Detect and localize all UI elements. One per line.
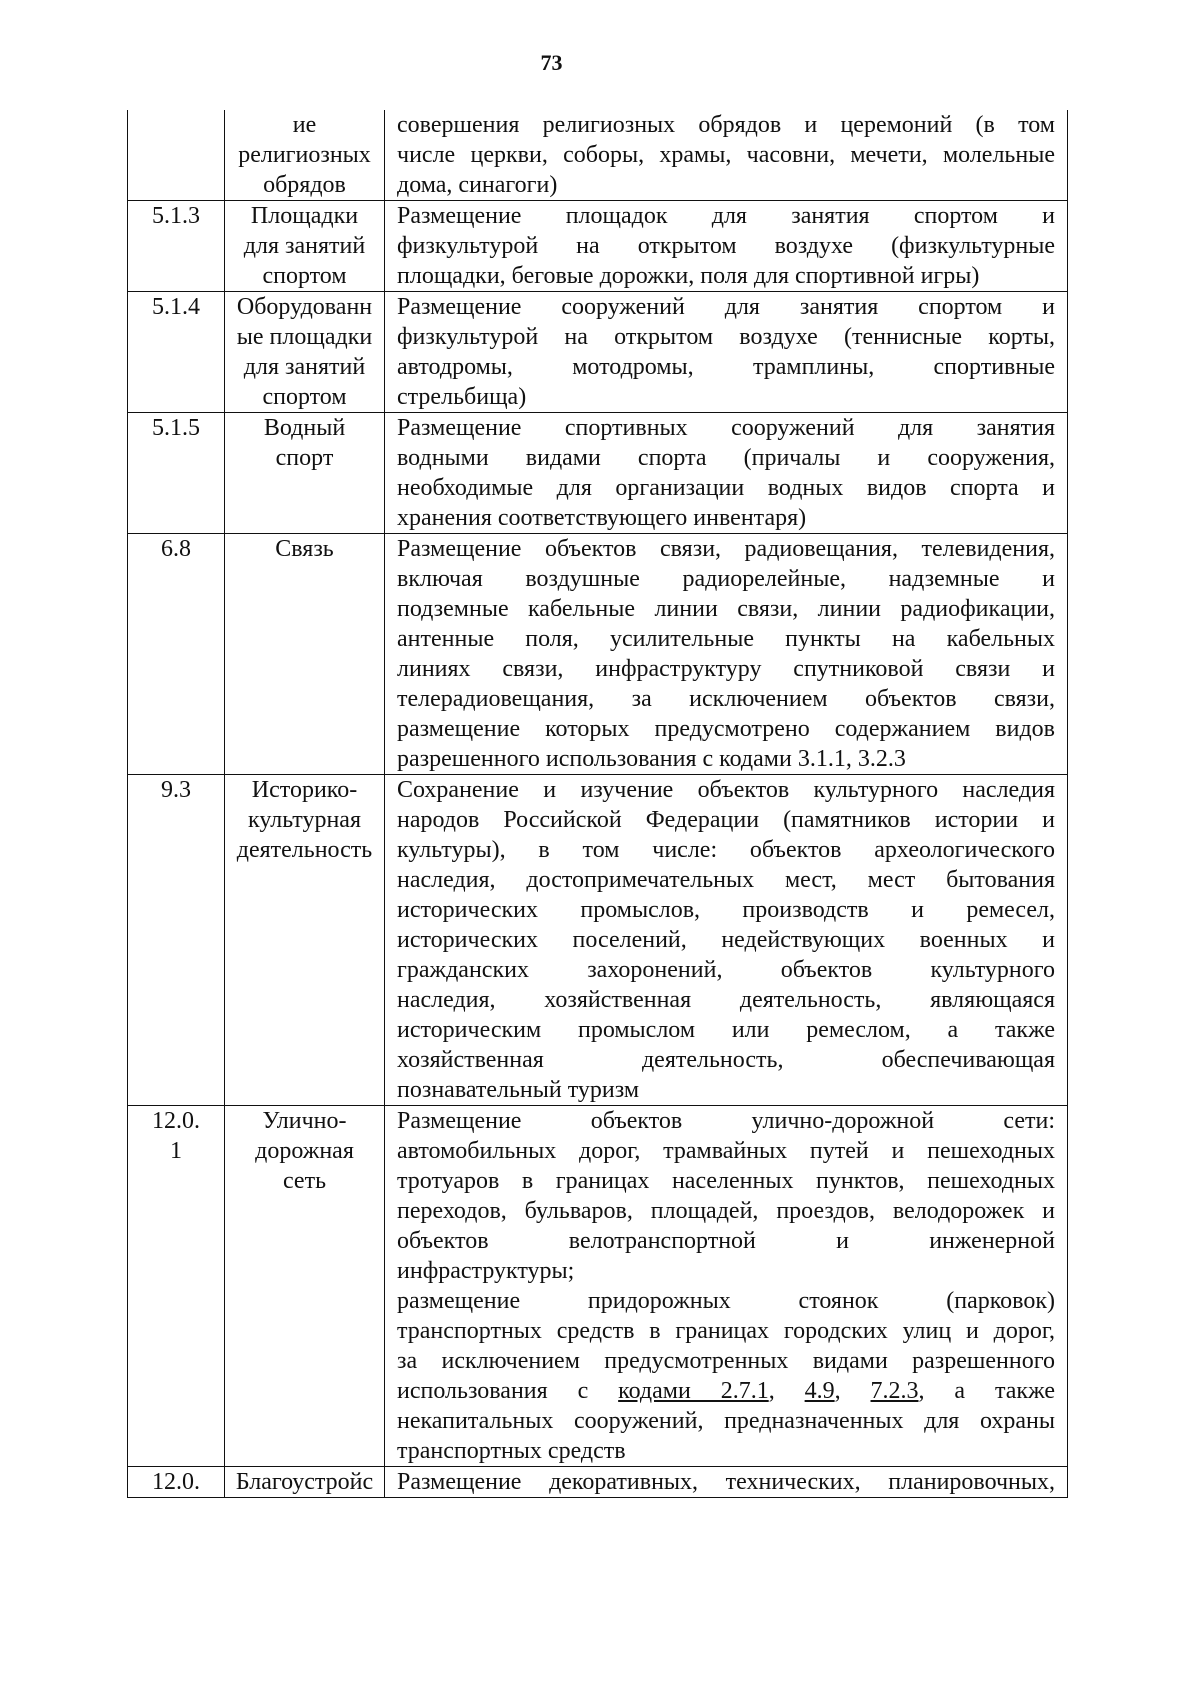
name-cell: Благоустройс: [225, 1467, 385, 1498]
code-cell: 6.8: [128, 534, 225, 775]
table-row: [128, 110, 1068, 201]
code-cell: 12.0. 1: [128, 1106, 225, 1467]
code-cell: 5.1.3: [128, 201, 225, 292]
code-cell: 12.0.: [128, 1467, 225, 1498]
code-cell: [128, 110, 225, 201]
description-cell: Размещение объектов связи, радиовещания, телевидения, включая воздушные радиорелейные, надземные и подземные кабельные линии связи, линии радиофикации, антенные поля, усилительные пункты на кабельных линиях связи, инфраструктуру спутниковой связи и телерадиовещания, за исключением объектов связи, размещение которых предусмотрено содержанием видов разрешенного использования с кодами 3.1.1, 3.2.3: [385, 534, 1068, 775]
name-cell: Водный спорт: [225, 413, 385, 534]
table-row: [128, 413, 1068, 534]
land-use-table: [127, 110, 1068, 1498]
description-cell: Размещение площадок для занятия спортом и физкультурой на открытом воздухе (физкультурные площадки, беговые дорожки, поля для спортивной игры): [385, 201, 1068, 292]
name-cell: ие религиозных обрядов: [225, 110, 385, 201]
code-cell: 5.1.5: [128, 413, 225, 534]
name-cell: Связь: [225, 534, 385, 775]
table-row: [128, 1467, 1068, 1498]
name-cell: Историко- культурная деятельность: [225, 775, 385, 1106]
code-cell: 5.1.4: [128, 292, 225, 413]
code-links-line: использования с кодами 2.7.1, 4.9, 7.2.3, а также: [397, 1378, 1055, 1404]
name-cell: Оборудованн ые площадки для занятий спортом: [225, 292, 385, 413]
table-row: [128, 534, 1068, 775]
link-code-4-9[interactable]: 4.9: [804, 1378, 835, 1404]
description-cell: Сохранение и изучение объектов культурного наследия народов Российской Федерации (памятников истории и культуры), в том числе: объектов археологического наследия, достопримечательных мест, мест бытования исторических промыслов, производств и ремесел, исторических поселений, недействующих военных и гражданских захоронений, объектов культурного наследия, хозяйственная деятельность, являющаяся историческим промыслом или ремеслом, а также хозяйственная деятельность, обеспечивающая познавательный туризм: [385, 775, 1068, 1106]
description-cell: Размещение декоративных, технических, планировочных,: [385, 1467, 1068, 1498]
table-row: [128, 1106, 1068, 1467]
name-cell: Улично- дорожная сеть: [225, 1106, 385, 1467]
page-number: 73: [540, 50, 563, 75]
description-cell: Размещение сооружений для занятия спортом и физкультурой на открытом воздухе (теннисные корты, автодромы, мотодромы, трамплины, спортивные стрельбища): [385, 292, 1068, 413]
name-cell: Площадки для занятий спортом: [225, 201, 385, 292]
code-cell: 9.3: [128, 775, 225, 1106]
link-code-2-7-1[interactable]: кодами 2.7.1: [618, 1378, 769, 1404]
link-code-7-2-3[interactable]: 7.2.3: [870, 1378, 919, 1404]
table-row: [128, 775, 1068, 1106]
table-row: [128, 292, 1068, 413]
description-cell: Размещение спортивных сооружений для занятия водными видами спорта (причалы и сооружения, необходимые для организации водных видов спорта и хранения соответствующего инвентаря): [385, 413, 1068, 534]
description-cell: совершения религиозных обрядов и церемоний (в том числе церкви, соборы, храмы, часовни, мечети, молельные дома, синагоги): [385, 110, 1068, 201]
table-row: [128, 201, 1068, 292]
description-cell: Размещение объектов улично-дорожной сети: автомобильных дорог, трамвайных путей и пешеходных тротуаров в границах населенных пунктов, пешеходных переходов, бульваров, площадей, проездов, велодорожек и объектов велотранспортной и инженерной инфраструктуры; размещение придорожных стоянок (парковок) транспортных средств в границах городских улиц и дорог, за исключением предусмотренных видами разрешенного использования с кодами 2.7.1, 4.9, 7.2.3, а также некапитальных сооружений, предназначенных для охраны транспортных средств: [385, 1106, 1068, 1467]
